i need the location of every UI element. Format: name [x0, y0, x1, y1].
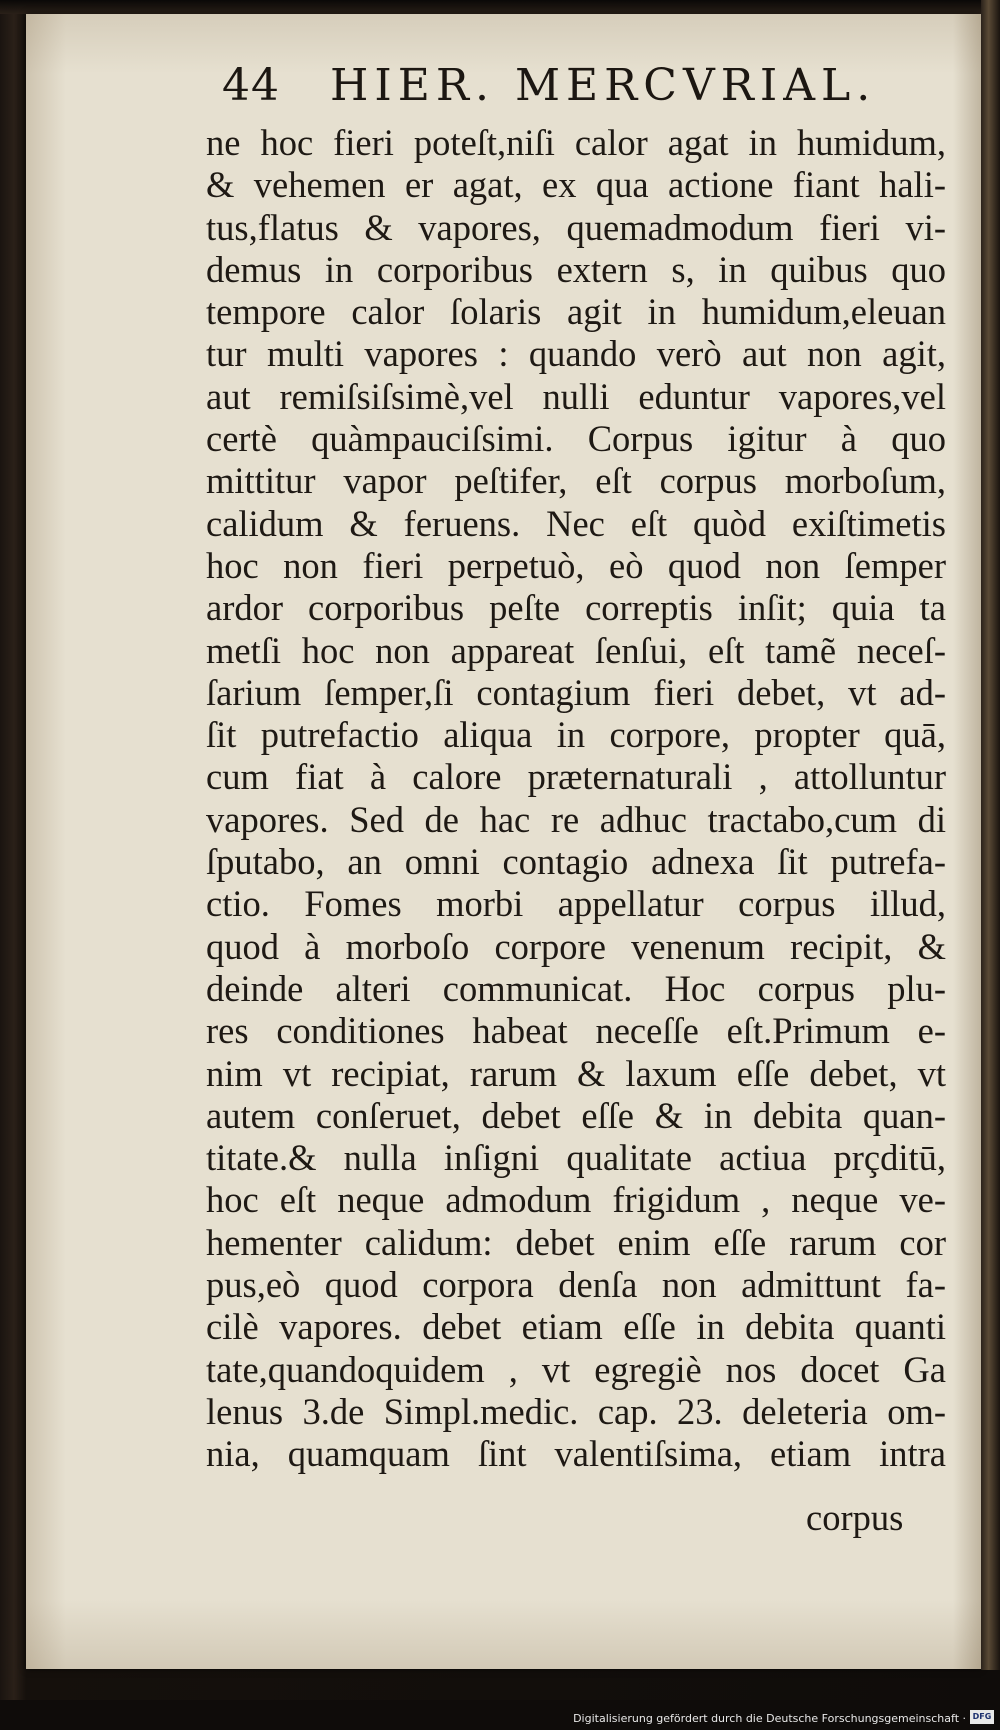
text-line: demus in corporibus extern s, in quibus quo — [206, 248, 946, 290]
text-line: ne hoc fieri poteſt,niſi calor agat in humidum, — [206, 122, 946, 163]
text-line: titate.& nulla inſigni qualitate actiua prçditū, — [206, 1137, 946, 1179]
text-line: calidum & feruens. Nec eſt quòd exiſtimetis — [206, 502, 946, 544]
text-line: vapores. Sed de hac re adhuc tractabo,cum di — [206, 798, 946, 840]
text-line: tus,flatus & vapores, quemadmodum fieri vi- — [206, 206, 946, 248]
text-line: hoc eſt neque admodum frigidum , neque ve- — [206, 1179, 946, 1221]
text-line: ſarium ſemper,ſi contagium fieri debet, vt ad- — [206, 671, 946, 713]
text-line: certè quàmpauciſsimi. Corpus igitur à quo — [206, 418, 946, 460]
text-line: hoc non fieri perpetuò, eò quod non ſemper — [206, 544, 946, 586]
text-line: autem conſeruet, debet eſſe & in debita quan- — [206, 1094, 946, 1136]
text-line: lenus 3.de Simpl.medic. cap. 23. deleteria om- — [206, 1390, 946, 1432]
text-line: ſit putrefactio aliqua in corpore, propter quā, — [206, 714, 946, 756]
text-line: mittitur vapor peſtifer, eſt corpus morboſum, — [206, 460, 946, 502]
text-line: pus,eò quod corpora denſa non admittunt fa- — [206, 1264, 946, 1306]
text-line: tur multi vapores : quando verò aut non agit, — [206, 333, 946, 375]
running-title: HIER. MERCVRIAL. — [330, 60, 877, 111]
body-text — [206, 122, 946, 1476]
catchword: corpus — [806, 1497, 904, 1538]
text-line: nia, quamquam ſint valentiſsima, etiam intra — [206, 1433, 946, 1475]
text-line: ctio. Fomes morbi appellatur corpus illud, — [206, 883, 946, 925]
text-line: tate,quandoquidem , vt egregiè nos docet Ga — [206, 1348, 946, 1390]
text-line: cilè vapores. debet etiam eſſe in debita quanti — [206, 1306, 946, 1348]
text-line: tempore calor ſolaris agit in humidum,eleuan — [206, 291, 946, 333]
text-line: ardor corporibus peſte correptis inſit; quia ta — [206, 587, 946, 629]
page-number: 44 — [222, 60, 280, 111]
book-spine-edge — [981, 0, 1000, 1670]
scan-top-edge — [0, 0, 1000, 14]
dfg-logo: DFG — [970, 1710, 994, 1724]
text-line: res conditiones habeat neceſſe eſt.Primum e- — [206, 1010, 946, 1052]
text-line: hementer calidum: debet enim eſſe rarum cor — [206, 1221, 946, 1263]
text-line: cum fiat à calore præternaturali , attolluntur — [206, 756, 946, 798]
text-line: ſputabo, an omni contagio adnexa ſit putrefa- — [206, 841, 946, 883]
text-line: metſi hoc non appareat ſenſui, eſt tamẽ neceſ- — [206, 629, 946, 671]
text-line: quod à morboſo corpore venenum recipit, & — [206, 925, 946, 967]
text-line: nim vt recipiat, rarum & laxum eſſe debet, vt — [206, 1052, 946, 1094]
text-line: & vehemen er agat, ex qua actione fiant hali- — [206, 164, 946, 206]
text-line: aut remiſsiſsimè,vel nulli eduntur vapores,vel — [206, 375, 946, 417]
digitization-credit: Digitalisierung gefördert durch die Deutsche Forschungsgemeinschaft · — [573, 1712, 966, 1725]
text-line: deinde alteri communicat. Hoc corpus plu- — [206, 967, 946, 1009]
running-head — [222, 60, 902, 111]
